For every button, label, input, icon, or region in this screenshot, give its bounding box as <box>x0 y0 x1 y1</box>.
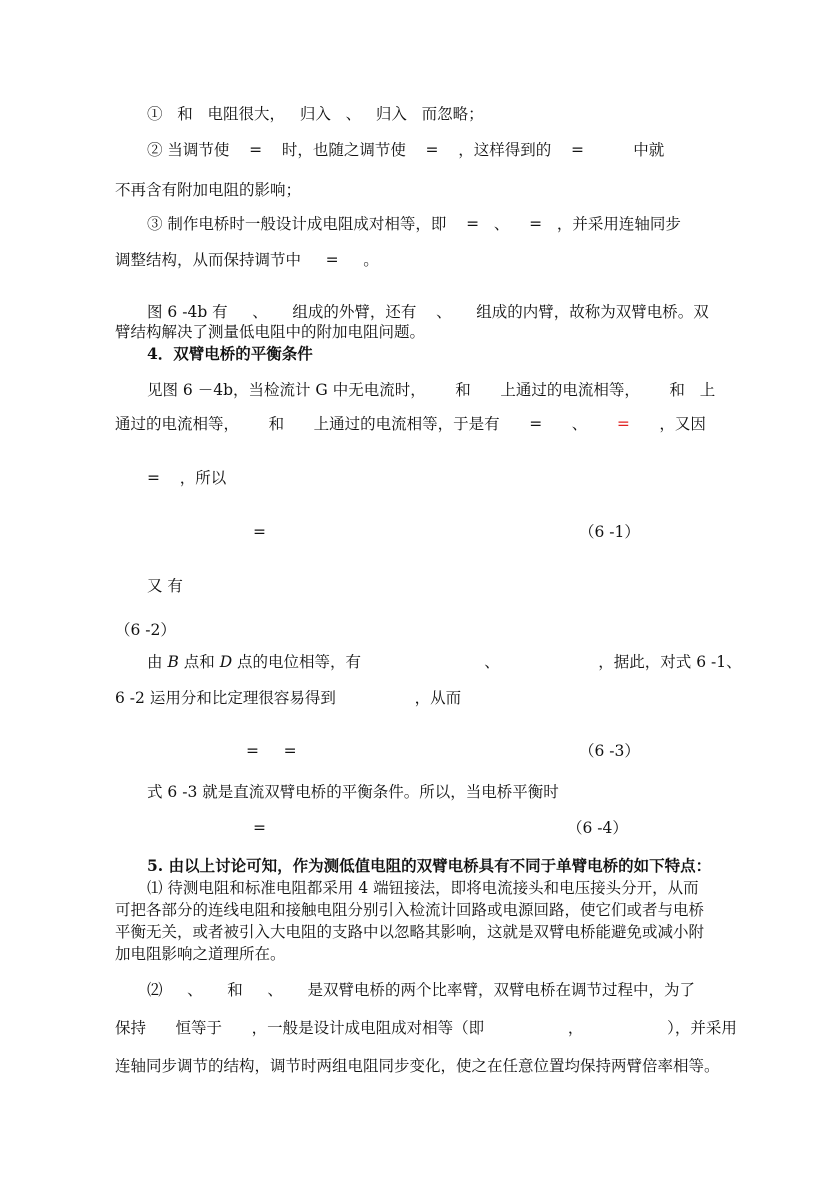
potential-text-a: 由 <box>147 653 168 671</box>
also-have: 又 有 <box>147 577 183 595</box>
item-3-text-cont: 调整结构，从而保持调节中 = 。 <box>115 251 379 269</box>
equation-6-3-number: （6 -3） <box>579 742 640 760</box>
point-b-label: B <box>167 653 179 671</box>
potential-text-cont: 6 -2 运用分和比定理很容易得到 ，从而 <box>115 689 462 707</box>
potential-text <box>147 652 742 672</box>
balance-text: 见图 6 －4b，当检流计 G 中无电流时， 和 上通过的电流相等， 和 上 <box>147 381 716 399</box>
arm-description: 图 6 -4b 有 、 组成的外臂，还有 、 组成的内臂，故称为双臂电桥。双 <box>147 303 709 321</box>
item-3-text: ③ 制作电桥时一般设计成电阻成对相等，即 = 、 = ，并采用连轴同步 <box>147 215 681 233</box>
point-d-label: D <box>219 653 233 671</box>
balance-text-part-end: ，又因 <box>659 415 706 433</box>
item-1-text: ① 和 电阻很大， 归入 、 归入 而忽略； <box>147 105 484 123</box>
balance-text-cont <box>115 414 706 434</box>
therefore-line: = ，所以 <box>147 469 227 487</box>
item-2-text-cont: 不再含有附加电阻的影响； <box>115 181 302 199</box>
equation-6-4: = <box>253 819 266 837</box>
feature-1-text-cont-2: 平衡无关，或者被引入大电阻的支路中以忽略其影响，这就是双臂电桥能避免或减小附 <box>115 923 705 941</box>
feature-1-text: ⑴ 待测电阻和标准电阻都采用 4 端钮接法，即将电流接头和电压接头分开，从而 <box>147 879 699 897</box>
equation-6-4-number: （6 -4） <box>567 819 628 837</box>
item-2-text: ② 当调节使 = 时，也随之调节使 = ，这样得到的 = 中就 <box>147 141 665 159</box>
equation-6-1-number: （6 -1） <box>579 523 640 541</box>
equation-6-2-number: （6 -2） <box>115 621 176 639</box>
feature-1-text-cont-3: 加电阻影响之道理所在。 <box>115 945 286 963</box>
feature-2-text-cont-1: 保持 恒等于 ，一般是设计成电阻成对相等（即 ， ），并采用 <box>115 1019 737 1037</box>
feature-2-text-cont-2: 连轴同步调节的结构，调节时两组电阻同步变化，使之在任意位置均保持两臂倍率相等。 <box>115 1057 720 1075</box>
red-equals-sign: = <box>616 415 630 433</box>
equation-6-1: = <box>253 523 266 541</box>
balance-text-part: 通过的电流相等， 和 上通过的电流相等，于是有 = 、 <box>115 415 588 433</box>
feature-1-text-cont-1: 可把各部分的连线电阻和接触电阻分别引入检流计回路或电源回路，使它们或者与电桥 <box>115 901 705 919</box>
potential-text-e: 点的电位相等，有 、 ，据此，对式 6 -1、 <box>232 653 742 671</box>
section-heading-balance: 4．双臂电桥的平衡条件 <box>147 344 313 363</box>
potential-text-c: 点和 <box>178 653 220 671</box>
equation-6-3: = = <box>246 742 297 760</box>
section-heading-features: 5. 由以上讨论可知，作为测低值电阻的双臂电桥具有不同于单臂电桥的如下特点： <box>147 856 712 875</box>
feature-2-text: ⑵ 、 和 、 是双臂电桥的两个比率臂，双臂电桥在调节过程中，为了 <box>147 981 696 999</box>
balance-condition-text: 式 6 -3 就是直流双臂电桥的平衡条件。所以，当电桥平衡时 <box>147 783 559 801</box>
arm-description-cont: 臂结构解决了测量低电阻中的附加电阻问题。 <box>115 323 426 341</box>
